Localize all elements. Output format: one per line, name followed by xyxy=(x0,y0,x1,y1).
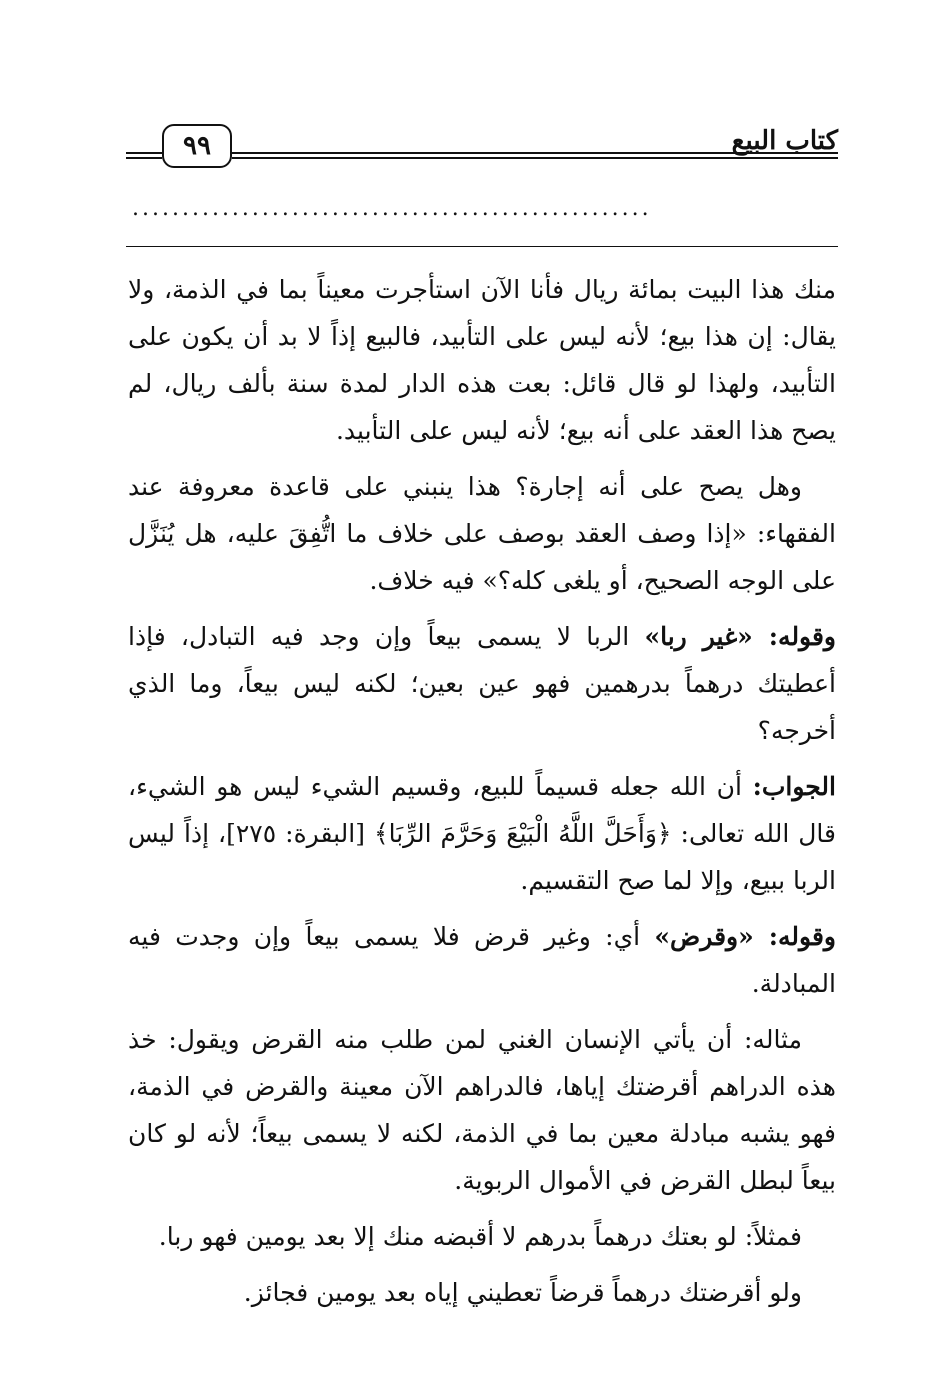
paragraph-text: الربا لا يسمى بيعاً وإن وجد فيه التبادل، فإذا أعطيتك درهماً بدرهمين فهو عين بعين؛ لكنه ليس بيعاً، وما الذي أخرجه؟ xyxy=(128,622,836,745)
paragraph-6 xyxy=(128,1016,836,1204)
paragraph-lead: وقوله: «غير ربا» xyxy=(644,622,836,651)
paragraph-1 xyxy=(128,266,836,454)
paragraph-text: منك هذا البيت بمائة ريال فأنا الآن استأجرت معيناً بما في الذمة، ولا يقال: إن هذا بيع؛ لأنه ليس على التأبيد، فالبيع إذاً لا بد أن يكون على التأبيد، ولهذا لو قال قائل: بعت هذه الدار لمدة سنة بألف ريال، لم يصح هذا العقد على أنه بيع؛ لأنه ليس على التأبيد. xyxy=(128,275,836,445)
paragraph-lead: الجواب: xyxy=(752,772,836,801)
paragraph-text: وهل يصح على أنه إجارة؟ هذا ينبني على قاعدة معروفة عند الفقهاء: «إذا وصف العقد بوصف على خلاف ما اتُّفِقَ عليه، هل يُنَزَّل على الوجه الصحيح، أو يلغى كله؟» فيه خلاف. xyxy=(128,472,836,595)
paragraph-3 xyxy=(128,613,836,754)
dotted-separator: .................................................... xyxy=(132,196,652,221)
paragraph-5 xyxy=(128,913,836,1007)
paragraph-lead: وقوله: «وقرض» xyxy=(654,922,836,951)
paragraph-7 xyxy=(128,1213,836,1260)
paragraph-text: مثاله: أن يأتي الإنسان الغني لمن طلب منه القرض ويقول: خذ هذه الدراهم أقرضتك إياها، فالدراهم الآن معينة والقرض في الذمة، فهو يشبه مبادلة معين بما في الذمة، لكنه لا يسمى بيعاً؛ لأنه لو كان بيعاً لبطل القرض في الأموال الربوية. xyxy=(128,1025,836,1195)
chapter-title: كتاب البيع xyxy=(731,126,838,156)
paragraph-8 xyxy=(128,1269,836,1316)
header-rule-left xyxy=(126,152,162,159)
paragraph-text: فمثلاً: لو بعتك درهماً بدرهم لا أقبضه منك إلا بعد يومين فهو ربا. xyxy=(158,1222,802,1251)
page-header xyxy=(126,118,838,178)
paragraph-4 xyxy=(128,763,836,904)
paragraph-text: أن الله جعله قسيماً للبيع، وقسيم الشيء ليس هو الشيء، قال الله تعالى: ﴿وَأَحَلَّ اللَّهُ الْبَيْعَ وَحَرَّمَ الرِّبَا﴾ [البقرة: ٢٧٥]، إذاً ليس الربا ببيع، وإلا لما صح التقسيم. xyxy=(128,772,836,895)
paragraph-text: أي: وغير قرض فلا يسمى بيعاً وإن وجدت فيه المبادلة. xyxy=(128,922,836,998)
body-text xyxy=(128,266,836,1325)
paragraph-2 xyxy=(128,463,836,604)
header-divider xyxy=(126,246,838,247)
page-number: ٩٩ xyxy=(162,124,232,168)
paragraph-text: ولو أقرضتك درهماً قرضاً تعطيني إياه بعد يومين فجائز. xyxy=(243,1278,802,1307)
